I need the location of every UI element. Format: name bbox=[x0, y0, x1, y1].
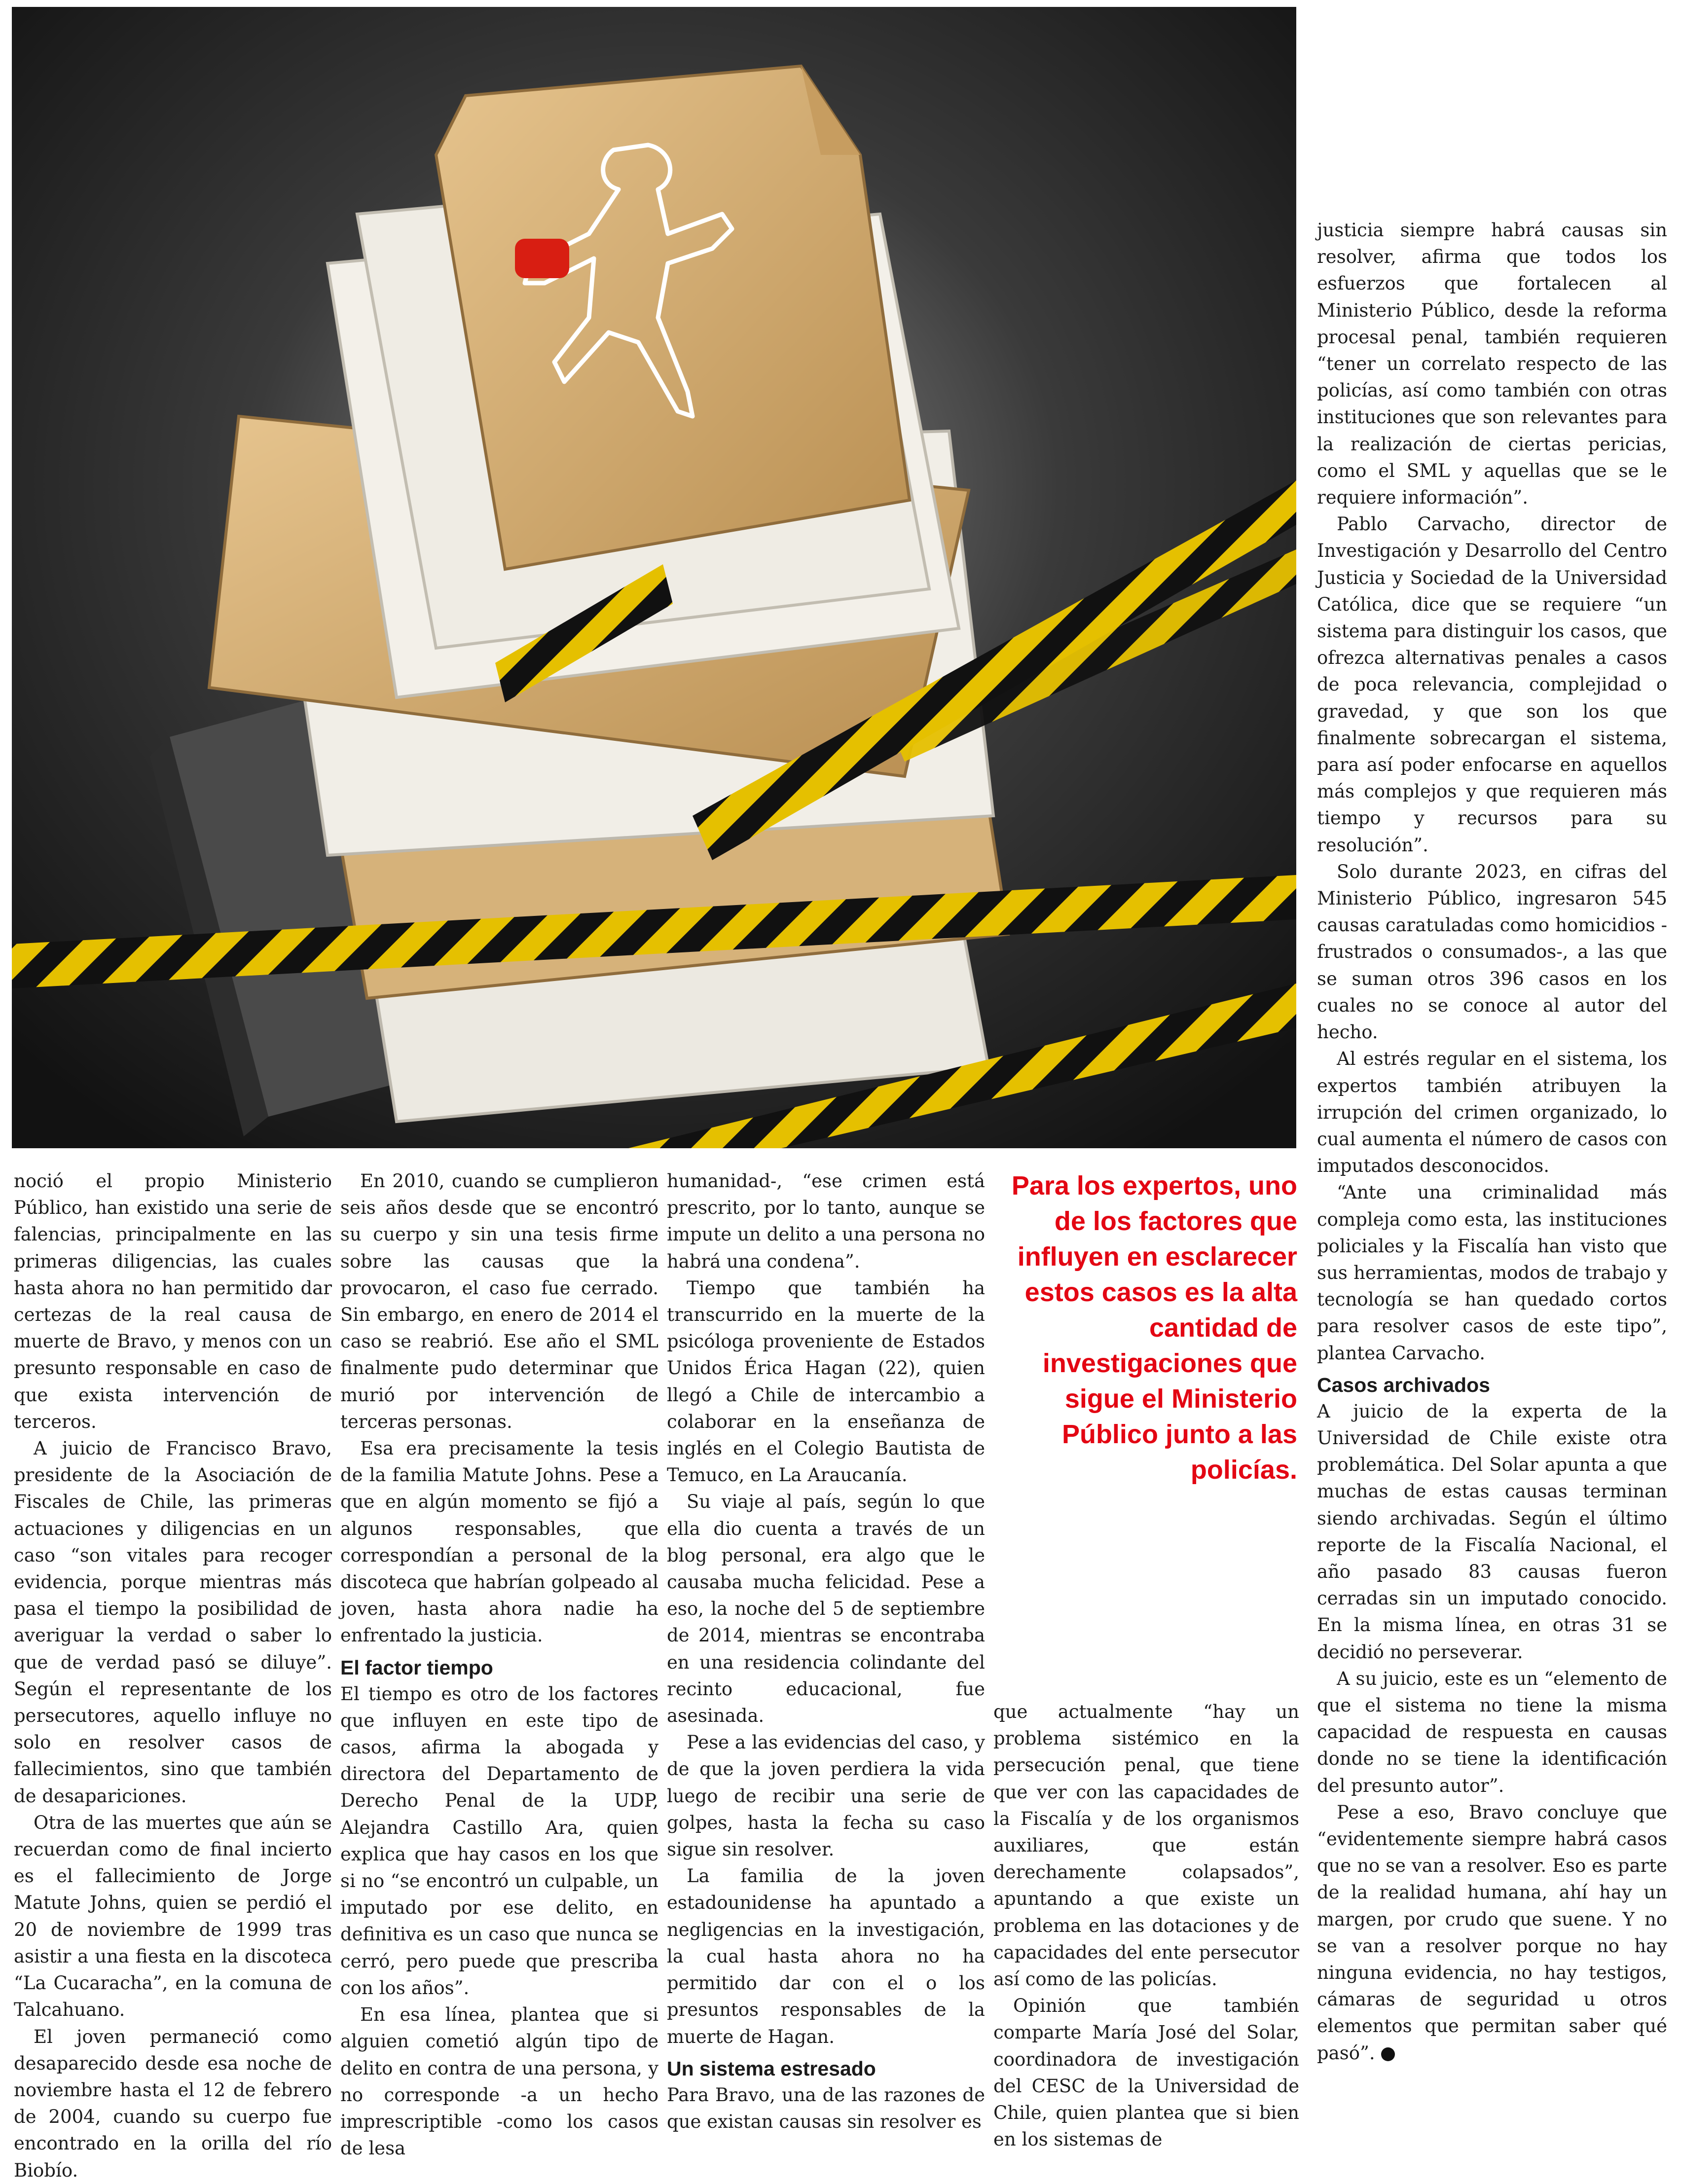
paragraph: “Ante una criminalidad más compleja como esta, las instituciones policiales y la Fiscalía han visto que sus herramientas, modos de trabajo y tecnología se han quedado cortos para resolver casos de este tipo”, plantea Carvacho. bbox=[1317, 1182, 1667, 1364]
paragraph: En 2010, cuando se cumplieron seis años desde que se encontró su cuerpo y sin una tesis firme sobre las causas que la provocaron, el caso fue cerrado. Sin embargo, en enero de 2014 el caso se reabrió. Ese año el SML finalmente pudo determinar que murió por intervención de terceras personas. bbox=[340, 1170, 658, 1432]
subheading-un-sistema-estresado: Un sistema estresado bbox=[667, 2057, 876, 2080]
paragraph: noció el propio Ministerio Público, han existido una serie de falencias, principalmente en las primeras diligencias, las cuales hasta ahora no han permitido dar certezas de la real causa de muerte de Bravo, y menos con un presunto responsable en caso de que exista intervención de terceros. bbox=[14, 1170, 332, 1432]
paragraph: Tiempo que también ha transcurrido en la muerte de la psicóloga proveniente de Estados Unidos Érica Hagan (22), quien llegó a Chile de intercambio a colaborar en la enseñanza de inglés en el Colegio Bautista de Temuco, en La Araucanía. bbox=[667, 1277, 985, 1486]
end-of-article-icon bbox=[1381, 2047, 1395, 2061]
article-column-2 bbox=[340, 1168, 658, 2162]
paragraph: El tiempo es otro de los factores que influyen en este tipo de casos, afirma la abogada y directora del Departamento de Derecho Penal de la UDP, Alejandra Castillo Ara, quien explica que hay casos en los que si no “se encontró un culpable, un imputado por ese delito, en definitiva es un caso que nunca se cerró, pero puede que prescriba con los años”. bbox=[340, 1683, 658, 1999]
article-column-right-top bbox=[1317, 217, 1667, 2067]
paragraph: En esa línea, plantea que si alguien cometió algún tipo de delito en contra de una persona, y no corresponde -a un hecho imprescriptible -como los casos de lesa bbox=[340, 2004, 658, 2159]
article-column-4 bbox=[993, 1699, 1299, 2153]
blood-stain-icon bbox=[515, 239, 569, 278]
paragraph: El joven permaneció como desaparecido desde esa noche de noviembre hasta el 12 de febrero de 2004, cuando su cuerpo fue encontrado en la orilla del río Biobío. bbox=[14, 2026, 332, 2181]
paragraph: A juicio de la experta de la Universidad de Chile existe otra problemática. Del Solar apunta a que muchas de estas causas terminan siendo archivadas. Según el último reporte de la Fiscalía Nacional, el año pasado 83 causas fueron cerradas sin un imputado conocido. En la misma línea, en otras 31 se decidió no perseverar. bbox=[1317, 1400, 1667, 1663]
paragraph: humanidad-, “ese crimen está prescrito, por lo tanto, aunque se impute un delito a una persona no habrá una condena”. bbox=[667, 1170, 985, 1272]
paragraph: Esa era precisamente la tesis de la familia Matute Johns. Pese a que en algún momento se fijó a algunos responsables, que correspondían a personal de la discoteca que habrían golpeado al joven, hasta ahora nadie ha enfrentado la justicia. bbox=[340, 1438, 658, 1646]
paragraph: que actualmente “hay un problema sistémico en la persecución penal, que tiene que ver con las capacidades de la Fiscalía y de los organismos auxiliares, que están derechamente colapsados”, apuntando a que existe un problema en las dotaciones y de capacidades del ente persecutor así como de las policías. bbox=[993, 1701, 1299, 1990]
article-illustration bbox=[12, 7, 1296, 1148]
paragraph: A juicio de Francisco Bravo, presidente de la Asociación de Fiscales de Chile, las primeras actuaciones y diligencias en un caso “son vitales para recoger evidencia, porque mientras más pasa el tiempo la posibilidad de averiguar la verdad o saber lo que de verdad pasó se diluye”. Según el representante de los persecutores, aquello influye no solo en resolver casos de fallecimientos, sino que también de desapariciones. bbox=[14, 1438, 332, 1807]
subheading-casos-archivados: Casos archivados bbox=[1317, 1373, 1490, 1396]
subheading-el-factor-tiempo: El factor tiempo bbox=[340, 1656, 493, 1679]
paragraph: La familia de la joven estadounidense ha apuntado a negligencias en la investigación, la cual hasta ahora no ha permitido dar con el o los presuntos responsables de la muerte de Hagan. bbox=[667, 1865, 985, 2047]
paragraph: justicia siempre habrá causas sin resolver, afirma que todos los esfuerzos que fortalecen al Ministerio Público, desde la reforma procesal penal, también requieren “tener un correlato respecto de las policías, así como también con otras instituciones que son relevantes para la realización de ciertas pericias, como el SML y aquellas que se le requiere información”. bbox=[1317, 219, 1667, 509]
paragraph: Solo durante 2023, en cifras del Ministerio Público, ingresaron 545 causas caratuladas como homicidios -frustrados o consumados-, a las que se suman otros 396 casos en los cuales no se conoce al autor del hecho. bbox=[1317, 861, 1667, 1043]
paragraph: Opinión que también comparte María José del Solar, coordinadora de investigación del CESC de la Universidad de Chile, quien plantea que si bien en los sistemas de bbox=[993, 1995, 1299, 2150]
paragraph: Otra de las muertes que aún se recuerdan como de final incierto es el fallecimiento de Jorge Matute Johns, quien se perdió el 20 de noviembre de 1999 tras asistir a una fiesta en la discoteca “La Cucaracha”, en la comuna de Talcahuano. bbox=[14, 1812, 332, 2021]
paragraph: Su viaje al país, según lo que ella dio cuenta a través de un blog personal, era algo que le causaba mucha felicidad. Pese a eso, la noche del 5 de septiembre de 2014, mientras se encontraba en una residencia colindante del recinto educacional, fue asesinada. bbox=[667, 1491, 985, 1727]
paragraph: Pese a las evidencias del caso, y de que la joven perdiera la vida luego de recibir una serie de golpes, hasta la fecha su caso sigue sin resolver. bbox=[667, 1732, 985, 1860]
paragraph: Para Bravo, una de las razones de que existan causas sin resolver es bbox=[667, 2084, 985, 2132]
paragraph: A su juicio, este es un “elemento de que el sistema no tiene la misma capacidad de respuesta en causas donde no se tiene la identificación del presunto autor”. bbox=[1317, 1668, 1667, 1796]
paragraph-final: Pese a eso, Bravo concluye que “evidentemente siempre habrá casos que no se van a resolver. Eso es parte de la realidad humana, ahí hay un margen, por crudo que suene. Y no se van a resolver porque no hay ninguna evidencia, no hay testigos, cámaras de seguridad u otros elementos que permitan saber qué pasó”. bbox=[1317, 1801, 1667, 2064]
paragraph: Pablo Carvacho, director de Investigación y Desarrollo del Centro Justicia y Sociedad de la Universidad Católica, dice que se requiere “un sistema para distinguir los casos, que ofrezca alternativas penales a casos de poca relevancia, complejidad o gravedad, y que son los que finalmente sobrecargan el sistema, para así poder enfocarse en aquellos más complejos y que requieren más tiempo y recursos para su resolución”. bbox=[1317, 513, 1667, 856]
folder-stack-crime-scene-illustration bbox=[12, 7, 1296, 1148]
pull-quote: Para los expertos, uno de los factores que influyen en esclarecer estos casos es la alta cantidad de investigaciones que sigue el Ministerio Público junto a las policías. bbox=[1011, 1171, 1297, 1485]
article-column-1 bbox=[14, 1168, 332, 2184]
paragraph: Al estrés regular en el sistema, los expertos también atribuyen la irrupción del crimen organizado, lo cual aumenta el número de casos con imputados desconocidos. bbox=[1317, 1048, 1667, 1177]
article-column-3 bbox=[667, 1168, 985, 2135]
